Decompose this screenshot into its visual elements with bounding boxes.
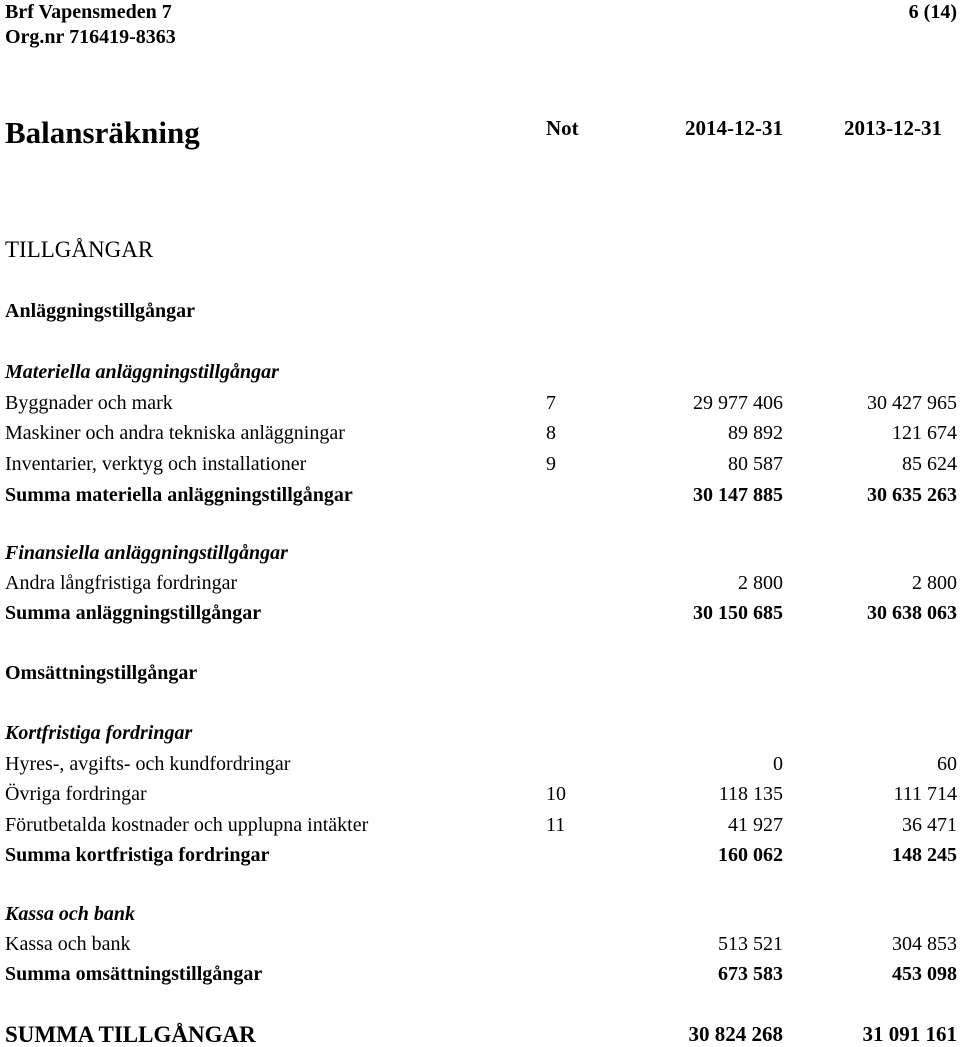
sum-label: Summa materiella anläggningstillgångar [5,484,353,506]
row-label: Förutbetalda kostnader och upplupna intäkter [5,814,369,836]
sum-value-2013: 148 245 [892,844,957,866]
table-row [0,423,960,449]
row-label: Maskiner och andra tekniska anläggningar [5,422,345,444]
sum-value-2013: 30 638 063 [867,602,957,624]
table-row [0,815,960,841]
row-note: 8 [546,422,556,444]
heading-current-assets: Omsättningstillgångar [5,662,198,684]
total-assets-2014: 30 824 268 [688,1022,783,1046]
sum-row [0,845,960,871]
table-row [0,573,960,599]
table-row [0,934,960,960]
row-value-2013: 2 800 [912,572,957,594]
sum-value-2014: 30 150 685 [693,602,783,624]
heading-tangible-assets: Materiella anläggningstillgångar [5,361,279,383]
row-value-2014: 513 521 [718,933,783,955]
row-label: Byggnader och mark [5,392,173,414]
sum-value-2013: 453 098 [892,963,957,985]
sum-value-2014: 160 062 [718,844,783,866]
sum-label: Summa anläggningstillgångar [5,602,262,624]
heading-short-term-receivables: Kortfristiga fordringar [5,722,193,744]
sum-row [0,964,960,990]
column-note-header: Not [546,116,579,140]
sum-label: Summa kortfristiga fordringar [5,844,270,866]
row-note: 9 [546,453,556,475]
page-number: 6 (14) [908,1,957,23]
row-label: Inventarier, verktyg och installationer [5,453,307,475]
row-value-2013: 36 471 [902,814,957,836]
row-value-2013: 60 [937,753,957,775]
row-value-2013: 111 714 [893,783,957,805]
row-value-2014: 118 135 [718,783,783,805]
heading-cash-and-bank: Kassa och bank [5,903,136,925]
row-label: Andra långfristiga fordringar [5,572,238,594]
heading-fixed-assets: Anläggningstillgångar [5,300,196,322]
page-title: Balansräkning [5,115,200,150]
heading-financial-assets: Finansiella anläggningstillgångar [5,542,288,564]
row-value-2014: 41 927 [728,814,783,836]
row-value-2014: 29 977 406 [693,392,783,414]
row-value-2013: 304 853 [892,933,957,955]
sum-label: Summa omsättningstillgångar [5,963,263,985]
total-assets-label: SUMMA TILLGÅNGAR [5,1022,256,1047]
table-row [0,754,960,780]
total-assets-2013: 31 091 161 [862,1022,957,1046]
org-number: Org.nr 716419-8363 [5,26,176,48]
row-label: Kassa och bank [5,933,131,955]
row-value-2014: 80 587 [728,453,783,475]
org-name: Brf Vapensmeden 7 [5,1,172,23]
row-note: 10 [546,783,566,805]
sum-value-2013: 30 635 263 [867,484,957,506]
row-value-2013: 85 624 [902,453,957,475]
table-row [0,784,960,810]
row-value-2014: 89 892 [728,422,783,444]
sum-value-2014: 30 147 885 [693,484,783,506]
column-year2-header: 2013-12-31 [844,116,942,140]
row-label: Övriga fordringar [5,783,147,805]
sum-value-2014: 673 583 [718,963,783,985]
row-value-2014: 2 800 [738,572,783,594]
sum-row [0,485,960,511]
sum-row [0,603,960,629]
row-value-2013: 30 427 965 [867,392,957,414]
section-heading-assets: TILLGÅNGAR [5,237,154,262]
row-note: 11 [546,814,566,836]
row-value-2014: 0 [773,753,783,775]
row-label: Hyres-, avgifts- och kundfordringar [5,753,291,775]
table-row [0,393,960,419]
row-value-2013: 121 674 [892,422,957,444]
table-row [0,454,960,480]
row-note: 7 [546,392,556,414]
column-year1-header: 2014-12-31 [685,116,783,140]
